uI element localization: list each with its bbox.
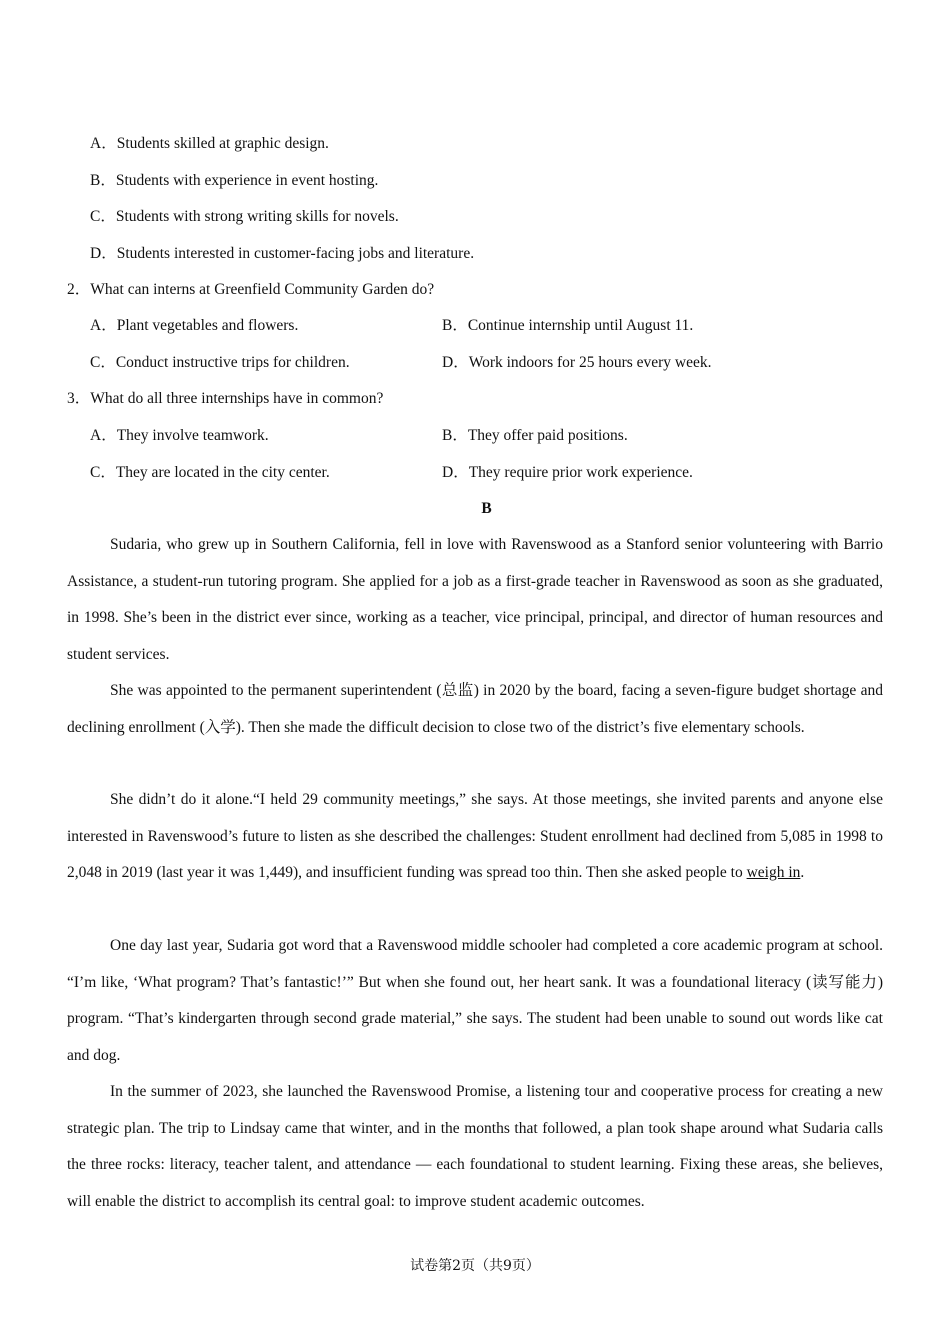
passage-paragraph-3: [67, 782, 883, 892]
q2-option-a: A．Plant vegetables and flowers.: [90, 317, 299, 334]
question-3-stem: 3．What do all three internships have in common?: [67, 390, 384, 407]
passage-paragraph-5: In the summer of 2023, she launched the Ravenswood Promise, a listening tour and cooperative process for creating a new strategic plan. The trip to Lindsay came that winter, and in the months that followed, a plan took shape around what Sudaria calls the three rocks: literacy, teacher talent, and attendance — each foundational to student learning. Fixing these areas, she believes, will enable the district to accomplish its central goal: to improve student academic outcomes.: [67, 1083, 883, 1210]
q1-option-d: D．Students interested in customer-facing jobs and literature.: [90, 245, 475, 262]
question-2-stem: 2．What can interns at Greenfield Community Garden do?: [67, 281, 435, 298]
paragraph-3-end: .: [800, 864, 805, 882]
q1-option-a: A．Students skilled at graphic design.: [90, 135, 329, 152]
q2-option-d: D．Work indoors for 25 hours every week.: [442, 354, 712, 371]
passage-paragraph-2: She was appointed to the permanent superintendent (总监) in 2020 by the board, facing a seven-figure budget shortage and declining enrollment (入学). Then she made the difficult decision to close two of the district’s five elementary schools.: [67, 682, 883, 736]
q3-option-a: A．They involve teamwork.: [90, 427, 269, 444]
paragraph-3-text: She didn’t do it alone.“I held 29 community meetings,” she says. At those meetings, she invited parents and anyone else interested in Ravenswood’s future to listen as she described the challenges: Student enrollment had declined from 5,085 in 1998 to 2,048 in 2019 (last year it was 1,449), and insufficient funding was spread too thin. Then she asked people to: [67, 791, 883, 882]
q3-option-b: B．They offer paid positions.: [442, 427, 628, 444]
q1-option-c: C．Students with strong writing skills for novels.: [90, 208, 399, 225]
q3-option-c: C．They are located in the city center.: [90, 464, 330, 481]
section-b-heading: B: [481, 500, 492, 517]
q3-option-d: D．They require prior work experience.: [442, 464, 693, 481]
page-footer: 试卷第2页（共9页）: [410, 1258, 540, 1274]
passage-paragraph-4: One day last year, Sudaria got word that a Ravenswood middle schooler had completed a core academic program at school. “I’m like, ‘What program? That’s fantastic!’” But when she found out, her heart sank. It was a foundational literacy (读写能力) program. “That’s kindergarten through second grade material,” she says. The student had been unable to sound out words like cat and dog.: [67, 937, 883, 1064]
q2-option-b: B．Continue internship until August 11.: [442, 317, 694, 334]
underlined-phrase: weigh in: [746, 864, 801, 882]
q1-option-b: B．Students with experience in event hosting.: [90, 172, 379, 189]
q2-option-c: C．Conduct instructive trips for children.: [90, 354, 350, 371]
passage-paragraph-1: Sudaria, who grew up in Southern California, fell in love with Ravenswood as a Stanford senior volunteering with Barrio Assistance, a student-run tutoring program. She applied for a job as a first-grade teacher in Ravenswood as soon as she graduated, in 1998. She’s been in the district ever since, working as a teacher, vice principal, principal, and director of human resources and student services.: [67, 536, 883, 663]
